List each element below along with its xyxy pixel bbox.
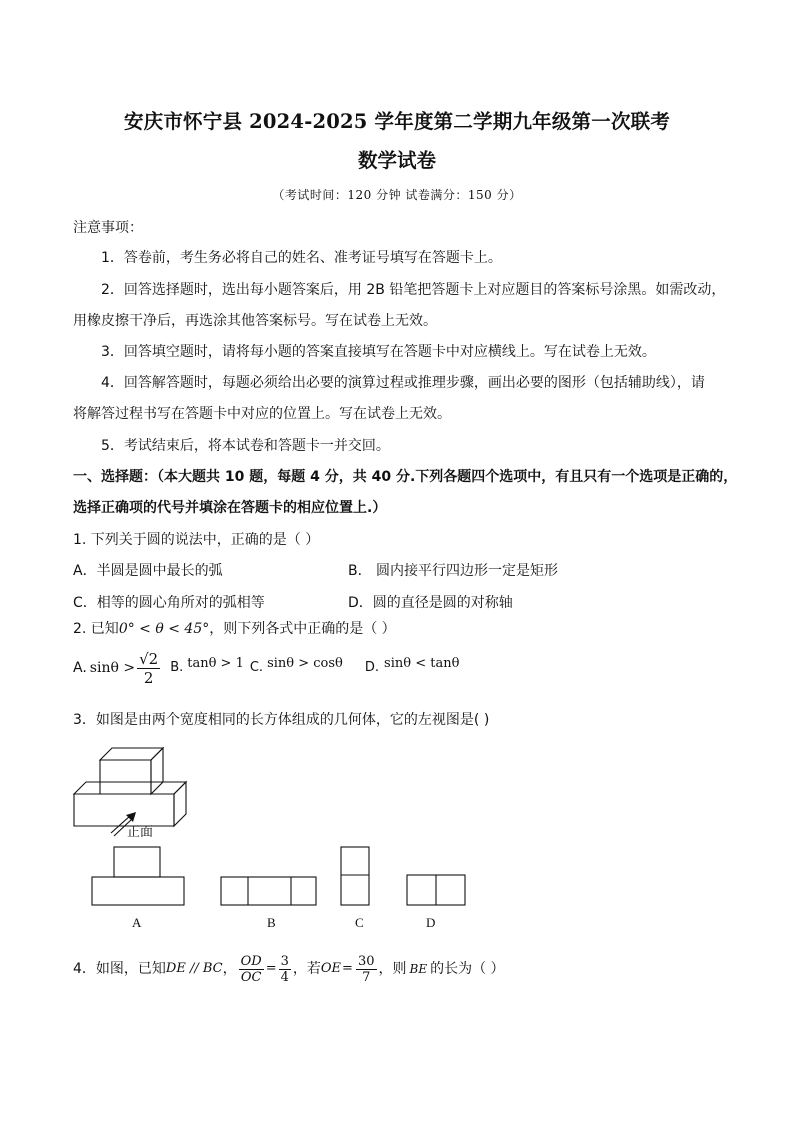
q2-b-expr: tanθ > 1	[187, 656, 244, 671]
q2-d-expr: sinθ < tanθ	[384, 656, 460, 671]
exam-title: 安庆市怀宁县 2024-2025 学年度第二学期九年级第一次联考	[123, 110, 671, 133]
q3-label-a: A	[132, 915, 142, 930]
q4-stem-pre: 4．如图，已知	[73, 961, 166, 977]
q4-stem	[73, 948, 505, 990]
q4-frac3-num: 30	[357, 953, 375, 969]
q3-front-label: 正面	[127, 825, 154, 840]
section1-heading: 一、选择题：	[73, 469, 157, 485]
q4-condition: DE // BC	[165, 961, 223, 976]
q2-a-num: √2	[139, 649, 159, 668]
q4-fraction-30-7	[356, 954, 377, 985]
q4-equals-2: =	[342, 961, 353, 976]
section1-desc-2: 选择正确项的代号并填涂在答题卡的相应位置上.）	[73, 500, 387, 516]
q3-stem: 3．如图是由两个宽度相同的长方体组成的几何体，它的左视图是( )	[73, 712, 490, 728]
q4-fraction-od-oc	[239, 954, 264, 985]
q2-a-expr: sinθ >	[89, 660, 136, 676]
q2-a-den: 2	[143, 668, 154, 687]
q4-fraction-3-4	[279, 954, 291, 985]
q4-frac3-den: 7	[362, 969, 371, 985]
q3-option-b-figure	[221, 877, 316, 905]
q2-c-label: C.	[249, 660, 264, 675]
q1-option-b: B． 圆内接平行四边形一定是矩形	[348, 563, 559, 579]
section1-line1	[73, 467, 737, 487]
q4-frac1-num: OD	[240, 953, 262, 969]
exam-info: （考试时间：120 分钟 试卷满分：150 分）	[272, 188, 522, 202]
q2-stem-pre: 2. 已知	[73, 621, 119, 637]
q1-option-c: C．相等的圆心角所对的弧相等	[73, 595, 265, 611]
q4-mid: ，若	[292, 961, 321, 977]
q2-condition: 0° < θ < 45°	[118, 621, 210, 637]
note-item-5: 5．考试结束后，将本试卷和答题卡一并交回。	[101, 438, 390, 454]
q3-options-figure	[90, 845, 470, 907]
q3-option-d-figure	[407, 875, 465, 905]
bottom-box-top	[74, 782, 186, 794]
q2-options	[73, 648, 459, 688]
q3-option-c-figure	[341, 847, 369, 905]
q3-label-d: D	[426, 915, 436, 930]
q4-frac1-den: OC	[240, 969, 262, 985]
q4-frac2-num: 3	[280, 953, 289, 969]
q2-a-label: A.	[73, 660, 87, 676]
section1-desc-1: （本大题共 10 题，每题 4 分，共 40 分.下列各题四个选项中，有且只有一个选项是正确的，	[157, 469, 738, 485]
q4-sep: ，	[222, 961, 237, 977]
q1-stem: 1. 下列关于圆的说法中，正确的是（ ）	[73, 532, 320, 548]
q4-frac2-den: 4	[280, 969, 289, 985]
notes-heading: 注意事项：	[73, 220, 143, 236]
q4-equals: =	[265, 961, 277, 976]
q2-stem	[73, 619, 396, 639]
q2-b-label: B.	[170, 660, 184, 675]
q4-post: 的长为（ ）	[430, 961, 505, 977]
subject-title: 数学试卷	[357, 149, 436, 172]
q1-option-d: D．圆的直径是圆的对称轴	[348, 595, 513, 611]
q4-post-pre: ，则	[378, 961, 407, 977]
q1-option-a: A．半圆是圆中最长的弧	[73, 563, 223, 579]
top-box-side	[151, 748, 163, 794]
note-item-1: 1．答卷前，考生务必将自己的姓名、准考证号填写在答题卡上。	[101, 250, 502, 266]
q4-oe: OE	[320, 961, 342, 976]
note-item-3: 3．回答填空题时，请将每小题的答案直接填写在答题卡中对应横线上。写在试卷上无效。	[101, 344, 656, 360]
q4-be: BE	[409, 962, 428, 976]
note-item-4-cont: 将解答过程书写在答题卡中对应的位置上。写在试卷上无效。	[73, 406, 451, 422]
q3-label-b: B	[267, 915, 276, 930]
bottom-box-side	[174, 782, 186, 826]
top-box-front	[100, 760, 151, 794]
q2-stem-post: ，则下列各式中正确的是（ ）	[209, 621, 396, 637]
note-item-4: 4．回答解答题时，每题必须给出必要的演算过程或推理步骤，画出必要的图形（包括辅助线），请	[101, 375, 705, 391]
q2-d-label: D.	[364, 660, 380, 675]
q2-c-expr: sinθ > cosθ	[267, 656, 343, 671]
note-item-2-cont: 用橡皮擦干净后，再选涂其他答案标号。写在试卷上无效。	[73, 313, 437, 329]
q2-a-fraction	[137, 650, 160, 687]
q3-label-c: C	[355, 915, 364, 930]
q3-option-a-figure	[92, 847, 184, 905]
note-item-2: 2．回答选择题时，选出每小题答案后，用 2B 铅笔把答题卡上对应题目的答案标号涂黑。如需改动，	[101, 282, 726, 298]
